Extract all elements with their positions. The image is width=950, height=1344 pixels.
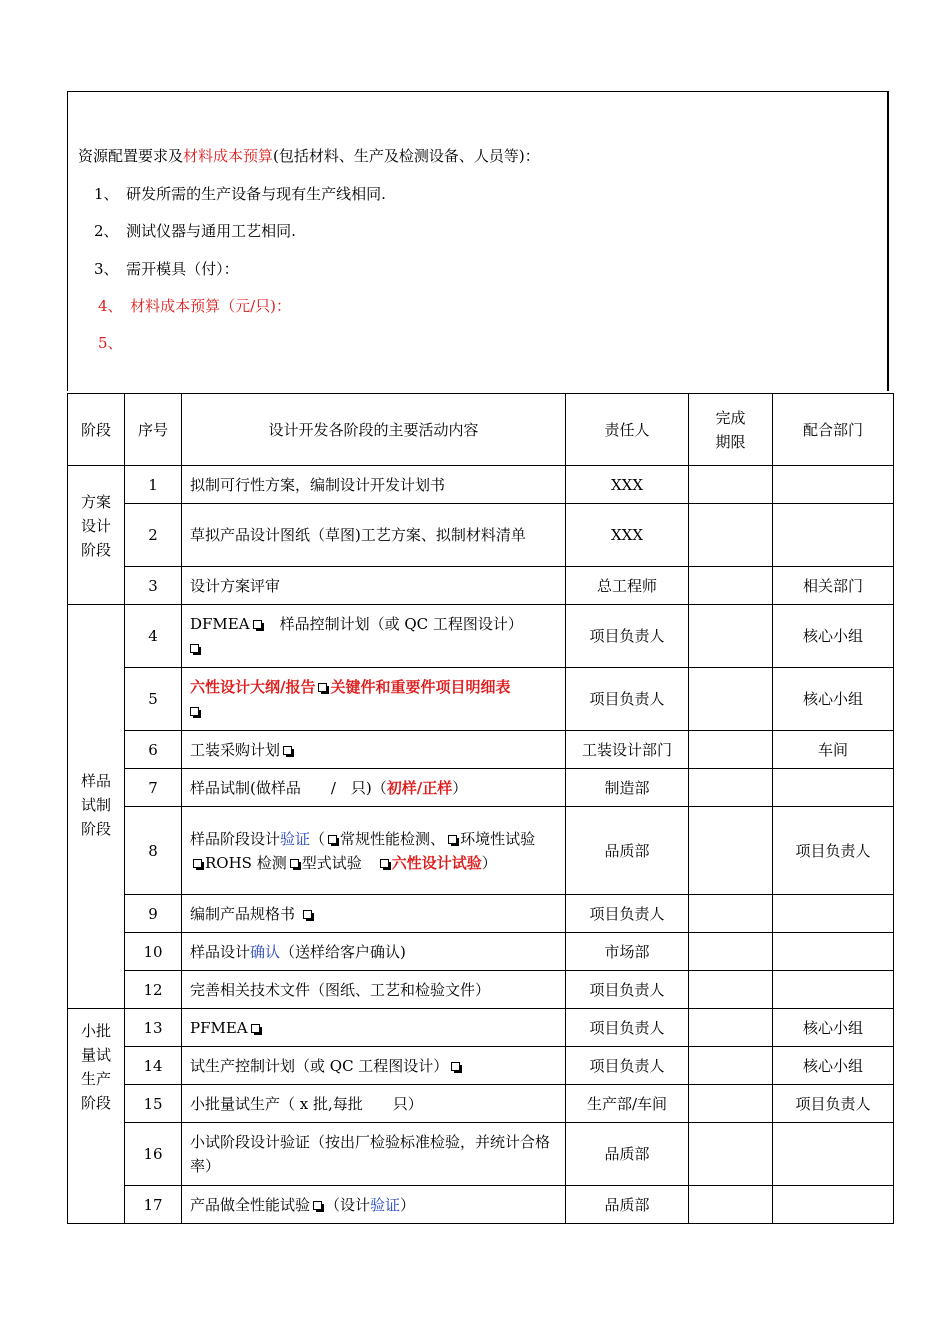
resource-item-2 (94, 221, 296, 241)
row-dept (773, 1123, 894, 1186)
checkbox-icon (451, 1062, 460, 1071)
row-content: 草拟产品设计图纸（草图)工艺方案、拟制材料清单 (182, 504, 566, 567)
row-dept: 核心小组 (773, 1009, 894, 1047)
row-content-text: （设计 (325, 1195, 371, 1214)
row-content (182, 933, 566, 971)
phase-sample-trial: 样品试制阶段 (68, 605, 125, 1009)
row-content (182, 605, 566, 668)
confirmation-link-text: 确认 (250, 942, 281, 961)
row-seq: 5 (125, 668, 182, 731)
header-deadline: 完成期限 (689, 394, 773, 466)
resource-item-num: 1、 (94, 185, 112, 203)
row-dept: 核心小组 (773, 1047, 894, 1085)
row-dept (773, 895, 894, 933)
row-deadline (689, 1186, 773, 1224)
phase-pilot-production: 小批量试生产阶段 (68, 1009, 125, 1224)
key-parts-list: 关键件和重要件项目明细表 (330, 678, 511, 696)
checkbox-icon (303, 910, 312, 919)
table-row (68, 1123, 894, 1186)
row-deadline (689, 933, 773, 971)
row-seq: 15 (125, 1085, 182, 1123)
header-content: 设计开发各阶段的主要活动内容 (182, 394, 566, 466)
checkbox-icon (318, 683, 327, 692)
row-content (182, 1047, 566, 1085)
checkbox-icon (290, 859, 299, 868)
row-owner: 总工程师 (566, 567, 689, 605)
row-content: 小批量试生产（ x 批,每批 只） (182, 1085, 566, 1123)
resource-item-text: 需开模具（付）： (126, 260, 239, 278)
row-content-text: ROHS 检测 (205, 853, 287, 872)
row-owner: 项目负责人 (566, 1047, 689, 1085)
row-deadline (689, 731, 773, 769)
six-properties-outline: 六性设计大纲/报告 (190, 678, 316, 696)
row-owner: 品质部 (566, 1186, 689, 1224)
row-content: 完善相关技术文件（图纸、工艺和检验文件） (182, 971, 566, 1009)
row-content-text: 工装采购计划 (190, 740, 281, 759)
table-row (68, 668, 894, 731)
row-seq: 17 (125, 1186, 182, 1224)
row-content-text: ） (481, 853, 497, 872)
row-dept (773, 933, 894, 971)
row-seq: 2 (125, 504, 182, 567)
six-properties-test: 六性设计试验 (391, 853, 482, 872)
table-row (68, 807, 894, 895)
row-deadline (689, 605, 773, 668)
row-owner: 生产部/车间 (566, 1085, 689, 1123)
row-content (182, 731, 566, 769)
row-seq: 7 (125, 769, 182, 807)
row-dept: 项目负责人 (773, 1085, 894, 1123)
table-row (68, 1085, 894, 1123)
resource-item-text: 材料成本预算（元/只)： (130, 297, 291, 315)
row-dept: 相关部门 (773, 567, 894, 605)
row-seq: 14 (125, 1047, 182, 1085)
row-seq: 1 (125, 466, 182, 504)
resource-item-text: 研发所需的生产设备与现有生产线相同. (126, 185, 386, 203)
row-content-text: 样品试制(做样品 / 只)（ (190, 778, 387, 797)
resources-intro-text: 资源配置要求及 (78, 147, 184, 165)
row-seq: 10 (125, 933, 182, 971)
row-content-text: 样品阶段设计 (190, 829, 281, 848)
row-content-text: 编制产品规格书 (190, 904, 296, 923)
row-owner: 项目负责人 (566, 668, 689, 731)
resource-item-num: 4、 (98, 297, 116, 315)
table-row (68, 1186, 894, 1224)
resource-item-4 (98, 296, 291, 316)
checkbox-icon (448, 835, 457, 844)
header-owner: 责任人 (566, 394, 689, 466)
row-owner: 制造部 (566, 769, 689, 807)
row-content: 小试阶段设计验证（按出厂检验标准检验，并统计合格率） (182, 1123, 566, 1186)
table-row (68, 605, 894, 668)
row-dept: 核心小组 (773, 605, 894, 668)
checkbox-icon (328, 835, 337, 844)
table-header-row (68, 394, 894, 466)
table-row (68, 933, 894, 971)
row-owner: 项目负责人 (566, 605, 689, 668)
row-owner: 项目负责人 (566, 971, 689, 1009)
checkbox-icon (193, 859, 202, 868)
row-dept (773, 971, 894, 1009)
row-seq: 12 (125, 971, 182, 1009)
row-seq: 3 (125, 567, 182, 605)
table-row (68, 731, 894, 769)
row-owner: 项目负责人 (566, 895, 689, 933)
row-content (182, 769, 566, 807)
row-owner: 项目负责人 (566, 1009, 689, 1047)
table-row (68, 567, 894, 605)
row-content-text: DFMEA (190, 615, 250, 633)
row-deadline (689, 971, 773, 1009)
resource-item-num: 3、 (94, 260, 112, 278)
resource-item-num: 2、 (94, 222, 112, 240)
checkbox-icon (190, 644, 199, 653)
resources-intro (78, 146, 540, 166)
row-dept (773, 466, 894, 504)
row-content-text: 产品做全性能试验 (190, 1195, 311, 1214)
checkbox-icon (283, 746, 292, 755)
row-owner: 工装设计部门 (566, 731, 689, 769)
verification-link-text: 验证 (370, 1195, 401, 1214)
row-owner: XXX (566, 504, 689, 567)
row-deadline (689, 668, 773, 731)
material-budget-highlight: 材料成本预算 (183, 147, 274, 165)
row-deadline (689, 504, 773, 567)
row-seq: 13 (125, 1009, 182, 1047)
prototype-type: 初样/正样 (386, 778, 453, 797)
checkbox-icon (313, 1201, 322, 1210)
checkbox-icon (251, 1024, 260, 1033)
table-row (68, 504, 894, 567)
row-content (182, 895, 566, 933)
row-content-text: （ (310, 829, 326, 848)
row-deadline (689, 1047, 773, 1085)
row-content-text: 常规性能检测、 (340, 829, 446, 848)
row-seq: 6 (125, 731, 182, 769)
row-deadline (689, 807, 773, 895)
row-deadline (689, 1009, 773, 1047)
row-content-text: 样品控制计划（或 QC 工程图设计） (279, 615, 523, 633)
row-content (182, 668, 566, 731)
table-row (68, 971, 894, 1009)
table-row (68, 1009, 894, 1047)
row-content-text: 样品设计 (190, 942, 251, 961)
table-row (68, 769, 894, 807)
row-deadline (689, 466, 773, 504)
row-content-text: （送样给客户确认) (280, 942, 406, 961)
row-deadline (689, 1123, 773, 1186)
row-deadline (689, 1085, 773, 1123)
row-deadline (689, 567, 773, 605)
header-seq: 序号 (125, 394, 182, 466)
row-content (182, 807, 566, 895)
resource-requirements-box (67, 91, 889, 391)
phase-scheme-design: 方案设计阶段 (68, 466, 125, 605)
row-content (182, 1009, 566, 1047)
row-seq: 4 (125, 605, 182, 668)
header-phase: 阶段 (68, 394, 125, 466)
row-dept (773, 504, 894, 567)
table-row (68, 895, 894, 933)
row-content-text: ） (400, 1195, 416, 1214)
resource-item-1 (94, 184, 386, 204)
row-owner: 品质部 (566, 807, 689, 895)
row-seq: 16 (125, 1123, 182, 1186)
header-dept: 配合部门 (773, 394, 894, 466)
row-dept (773, 769, 894, 807)
resource-item-text: 测试仪器与通用工艺相同. (126, 222, 296, 240)
row-content-text: ） (452, 778, 468, 797)
checkbox-icon (253, 620, 262, 629)
resource-item-num: 5、 (98, 334, 123, 352)
row-owner: 品质部 (566, 1123, 689, 1186)
row-content-text: 型式试验 (301, 853, 377, 872)
checkbox-icon (380, 859, 389, 868)
row-content-text: 环境性试验 (460, 829, 551, 848)
row-deadline (689, 895, 773, 933)
resource-item-3 (94, 259, 239, 279)
table-row (68, 1047, 894, 1085)
design-development-plan-table (67, 393, 894, 1224)
resources-intro-suffix: (包括材料、生产及检测设备、人员等)： (273, 147, 540, 165)
row-seq: 9 (125, 895, 182, 933)
resource-item-5 (98, 333, 123, 353)
row-dept: 核心小组 (773, 668, 894, 731)
table-row (68, 466, 894, 504)
row-owner: XXX (566, 466, 689, 504)
row-dept: 项目负责人 (773, 807, 894, 895)
row-content-text: PFMEA (190, 1018, 248, 1037)
checkbox-icon (190, 707, 199, 716)
row-dept: 车间 (773, 731, 894, 769)
row-deadline (689, 769, 773, 807)
row-content: 拟制可行性方案，编制设计开发计划书 (182, 466, 566, 504)
row-content-text: 试生产控制计划（或 QC 工程图设计） (190, 1056, 449, 1075)
row-content: 设计方案评审 (182, 567, 566, 605)
row-owner: 市场部 (566, 933, 689, 971)
row-dept (773, 1186, 894, 1224)
row-content (182, 1186, 566, 1224)
verification-link-text: 验证 (280, 829, 311, 848)
row-seq: 8 (125, 807, 182, 895)
